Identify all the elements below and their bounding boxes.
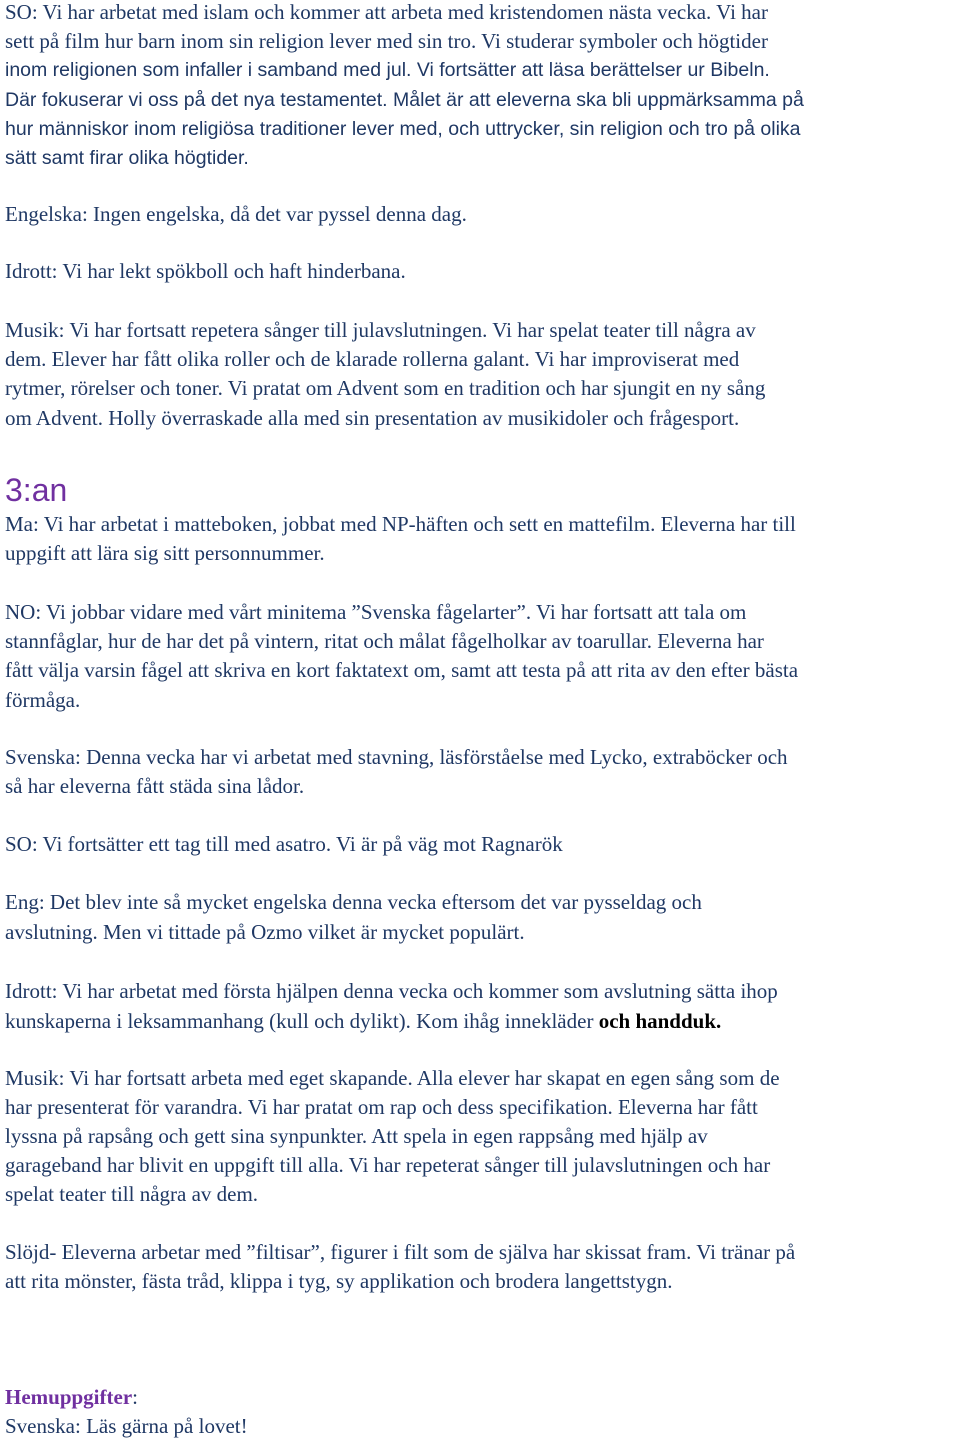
slojd-line-2: att rita mönster, fästa tråd, klippa i tyg, sy applikation och brodera langettstygn. [5, 1269, 673, 1293]
no-line-4: förmåga. [5, 688, 81, 712]
so-line-1: SO: Vi har arbetat med islam och kommer att arbeta med kristendomen nästa vecka. Vi har [5, 0, 768, 24]
no-line-3: fått välja varsin fågel att skriva en kort faktatext om, samt att testa på att rita av den efter bästa [5, 658, 799, 682]
svenska-line-2: så har eleverna fått städa sina lådor. [5, 774, 305, 798]
musik3-line-3: lyssna på rapsång och gett sina synpunkter. Att spela in egen rappsång med hjälp av [5, 1124, 708, 1148]
homework-heading [5, 1383, 138, 1412]
engelska-paragraph: Engelska: Ingen engelska, då det var pyssel denna dag. [5, 202, 467, 226]
musik3-line-2: har presenterat för varandra. Vi har pratat om rap och dess specifikation. Eleverna har fått [5, 1095, 758, 1119]
no-line-1: NO: Vi jobbar vidare med vårt minitema ”Svenska fågelarter”. Vi har fortsatt att tala om [5, 600, 747, 624]
slojd-line-1: Slöjd- Eleverna arbetar med ”filtisar”, figurer i filt som de själva har skissat fram. Vi tränar på [5, 1240, 796, 1264]
musik-line-2: dem. Elever har fått olika roller och de klarade rollerna galant. Vi har improviserat med [5, 347, 740, 371]
musik-line-3: rytmer, rörelser och toner. Vi pratat om Advent som en tradition och har sjungit en ny sång [5, 376, 766, 400]
idrott3-line-2-text: kunskaperna i leksammanhang (kull och dylikt). Kom ihåg innekläder [5, 1009, 599, 1033]
idrott3-handduk-emphasis: och handduk. [598, 1009, 722, 1033]
homework-text: Svenska: Läs gärna på lovet! [5, 1414, 248, 1438]
musik-line-1: Musik: Vi har fortsatt repetera sånger till julavslutningen. Vi har spelat teater till några av [5, 318, 756, 342]
so3-paragraph: SO: Vi fortsätter ett tag till med asatro. Vi är på väg mot Ragnarök [5, 832, 563, 856]
ma-line-2: uppgift att lära sig sitt personnummer. [5, 541, 325, 565]
so-line-5: hur människor inom religiösa traditioner lever med, och uttrycker, sin religion och tro på olika [5, 118, 801, 140]
musik3-line-5: spelat teater till några av dem. [5, 1182, 259, 1206]
homework-colon: : [132, 1385, 138, 1409]
idrott3-line-2 [5, 1007, 721, 1036]
class-3-heading: 3:an [5, 472, 68, 508]
so-line-4b: Målet är att eleverna ska bli uppmärksamma på [393, 89, 804, 111]
musik-line-4: om Advent. Holly överraskade alla med sin presentation av musikidoler och frågesport. [5, 406, 740, 430]
eng-line-2: avslutning. Men vi tittade på Ozmo vilket är mycket populärt. [5, 920, 525, 944]
so-line-6: sätt samt firar olika högtider. [5, 147, 249, 169]
musik3-line-4: garageband har blivit en uppgift till alla. Vi har repeterat sånger till julavslutningen och har [5, 1153, 771, 1177]
so-line-3: inom religionen som infaller i samband med jul. Vi fortsätter att läsa berättelser ur Bibeln. [5, 59, 770, 81]
so-line-4a: Där fokuserar vi oss på det nya testamentet. [5, 89, 388, 111]
svenska-line-1: Svenska: Denna vecka har vi arbetat med stavning, läsförståelse med Lycko, extraböcker och [5, 745, 788, 769]
musik3-line-1: Musik: Vi har fortsatt arbeta med eget skapande. Alla elever har skapat en egen sång som de [5, 1066, 780, 1090]
homework-label: Hemuppgifter [5, 1385, 133, 1409]
ma-line-1: Ma: Vi har arbetat i matteboken, jobbat med NP-häften och sett en mattefilm. Eleverna har till [5, 512, 796, 536]
so-line-4 [5, 86, 804, 115]
idrott3-line-1: Idrott: Vi har arbetat med första hjälpen denna vecka och kommer som avslutning sätta ihop [5, 979, 778, 1003]
so-line-2: sett på film hur barn inom sin religion lever med sin tro. Vi studerar symboler och högtider [5, 29, 768, 53]
no-line-2: stannfåglar, hur de har det på vintern, ritat och målat fågelholkar av toarullar. Eleverna har [5, 629, 764, 653]
idrott-paragraph: Idrott: Vi har lekt spökboll och haft hinderbana. [5, 259, 406, 283]
eng-line-1: Eng: Det blev inte så mycket engelska denna vecka eftersom det var pysseldag och [5, 890, 702, 914]
